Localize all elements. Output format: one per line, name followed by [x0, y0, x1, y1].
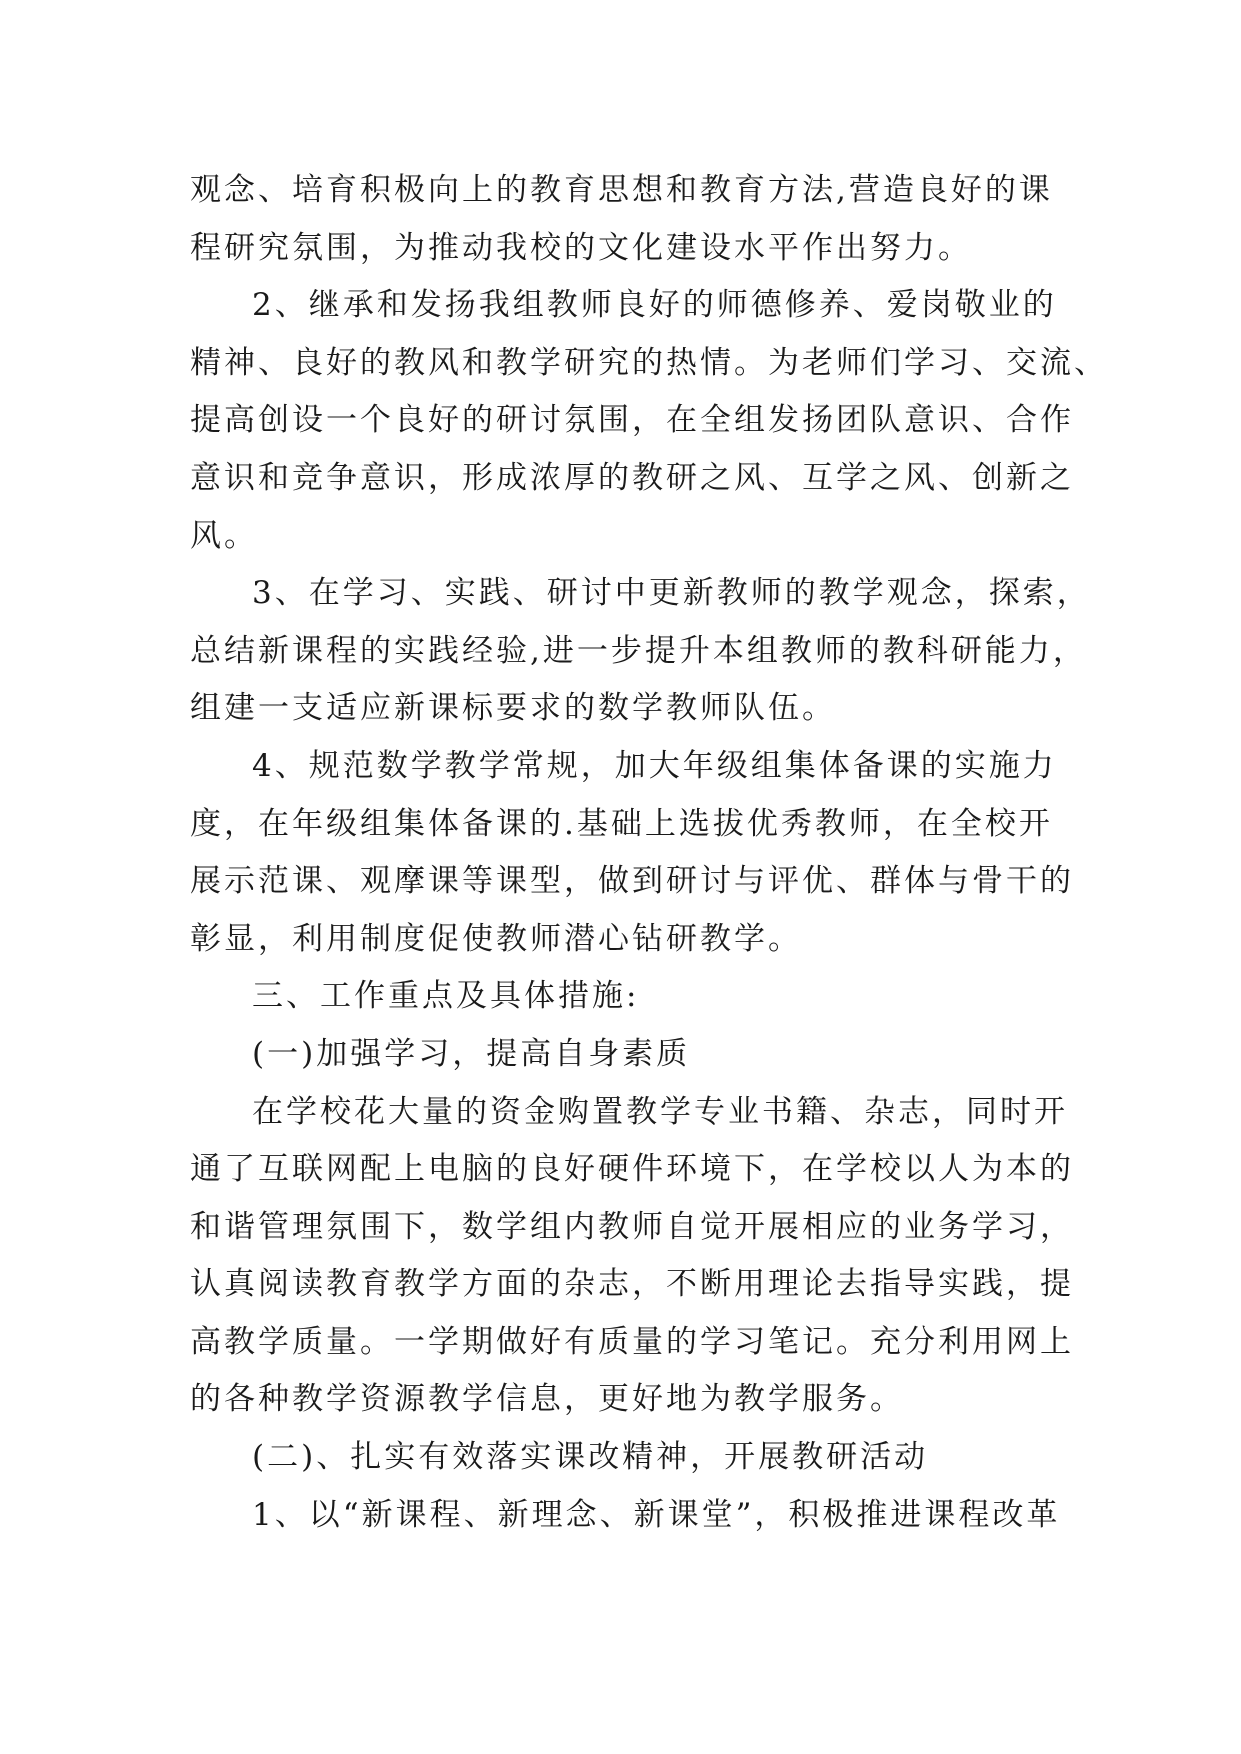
text-line: 4、规范数学教学常规，加大年级组集体备课的实施力: [252, 747, 1057, 784]
text-line: 程研究氛围，为推动我校的文化建设水平作出努力。: [190, 229, 972, 266]
text-line: 组建一支适应新课标要求的数学教师队伍。: [190, 690, 836, 727]
text-line: 2、继承和发扬我组教师良好的师德修养、爱岗敬业的: [252, 287, 1057, 324]
text-line: 展示范课、观摩课等课型，做到研讨与评优、群体与骨干的: [190, 863, 1074, 900]
text-line: 风。: [190, 517, 258, 554]
text-line: 的各种教学资源教学信息，更好地为教学服务。: [190, 1381, 904, 1418]
text-line: 和谐管理氛围下，数学组内教师自觉开展相应的业务学习，: [190, 1208, 1074, 1245]
text-line: 认真阅读教育教学方面的杂志，不断用理论去指导实践，提: [190, 1266, 1074, 1303]
text-line: 提高创设一个良好的研讨氛围，在全组发扬团队意识、合作: [190, 402, 1074, 439]
text-line: 在学校花大量的资金购置教学专业书籍、杂志，同时开: [252, 1093, 1068, 1130]
text-line: 度，在年级组集体备课的.基础上选拔优秀教师，在全校开: [190, 805, 1053, 842]
text-line: 3、在学习、实践、研讨中更新教师的教学观念，探索，: [252, 575, 1091, 612]
text-line: 彰显，利用制度促使教师潜心钻研教学。: [190, 920, 802, 957]
text-line: (二)、扎实有效落实课改精神，开展教研活动: [252, 1439, 929, 1476]
text-line: 三、工作重点及具体措施:: [252, 978, 640, 1015]
text-line: 观念、培育积极向上的教育思想和教育方法,营造良好的课: [190, 172, 1053, 208]
text-line: 1、以“新课程、新理念、新课堂”，积极推进课程改革: [252, 1496, 1061, 1533]
text-line: 意识和竞争意识，形成浓厚的教研之风、互学之风、创新之: [190, 459, 1074, 496]
text-line: 高教学质量。一学期做好有质量的学习笔记。充分利用网上: [190, 1323, 1074, 1360]
document-body: [190, 162, 1108, 1544]
text-line: (一)加强学习，提高自身素质: [252, 1035, 691, 1072]
text-line: 总结新课程的实践经验,进一步提升本组教师的教科研能力，: [190, 632, 1087, 669]
text-line: 通了互联网配上电脑的良好硬件环境下，在学校以人为本的: [190, 1151, 1074, 1188]
text-line: 精神、良好的教风和教学研究的热情。为老师们学习、交流、: [190, 344, 1108, 381]
